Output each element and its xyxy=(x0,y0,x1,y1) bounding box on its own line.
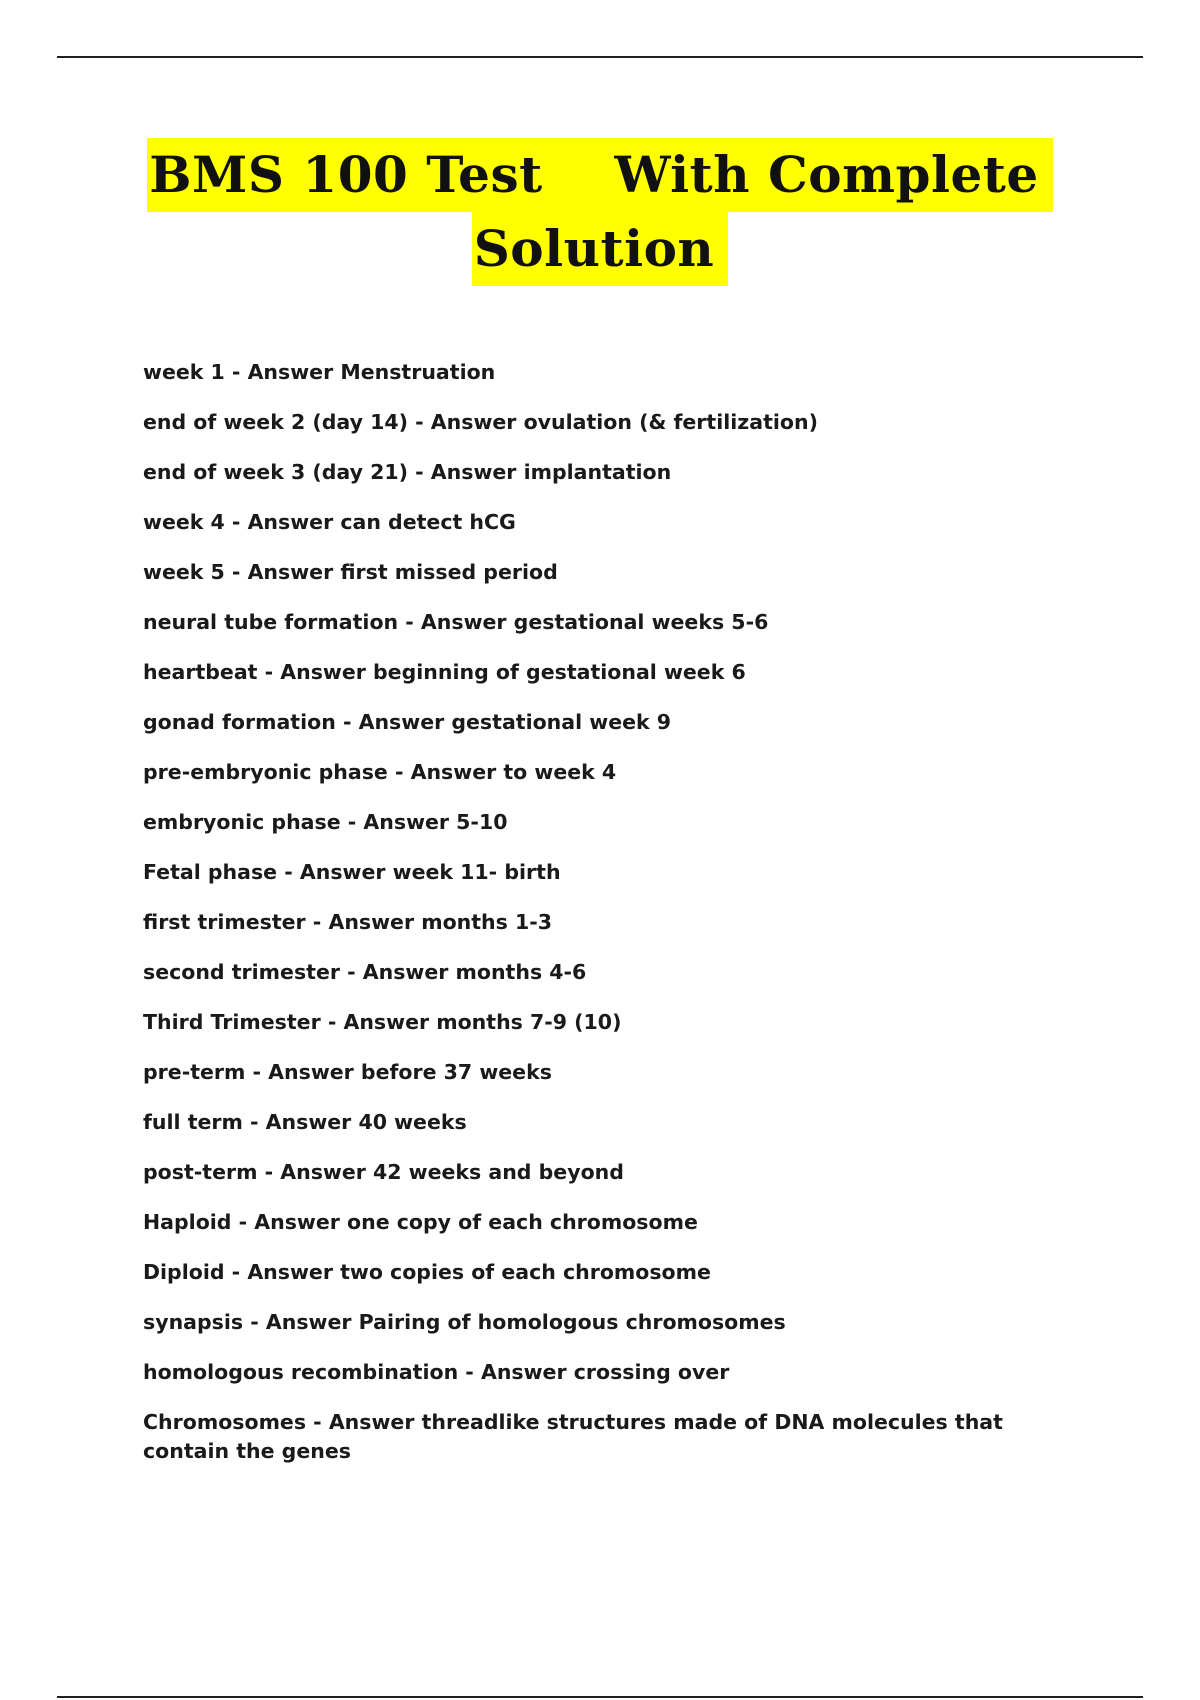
qa-answer: two copies of each chromosome xyxy=(340,1260,711,1284)
qa-term: homologous recombination xyxy=(143,1360,459,1384)
top-rule xyxy=(57,56,1143,58)
qa-separator: - Answer xyxy=(257,1160,373,1184)
qa-answer: threadlike structures made of DNA molecules that contain the genes xyxy=(143,1410,1003,1463)
qa-answer: 40 weeks xyxy=(358,1110,467,1134)
qa-answer: Menstruation xyxy=(340,360,496,384)
qa-item xyxy=(143,1008,1083,1037)
qa-answer: months 4-6 xyxy=(455,960,587,984)
qa-term: embryonic phase xyxy=(143,810,341,834)
qa-answer: can detect hCG xyxy=(340,510,516,534)
qa-term: pre-embryonic phase xyxy=(143,760,388,784)
qa-separator: - Answer xyxy=(277,860,393,884)
qa-answer: ovulation (& fertilization) xyxy=(523,410,818,434)
qa-item xyxy=(143,508,1083,537)
qa-separator: - Answer xyxy=(458,1360,574,1384)
qa-separator: - Answer xyxy=(224,510,341,534)
qa-answer: months 1-3 xyxy=(421,910,553,934)
qa-answer: one copy of each chromosome xyxy=(347,1210,698,1234)
qa-answer: crossing over xyxy=(573,1360,730,1384)
qa-item xyxy=(143,558,1083,587)
qa-term: synapsis xyxy=(143,1310,244,1334)
qa-term: end of week 3 (day 21) xyxy=(143,460,409,484)
qa-term: week 4 xyxy=(143,510,225,534)
qa-item xyxy=(143,458,1083,487)
qa-separator: - Answer xyxy=(398,610,514,634)
qa-item xyxy=(143,908,1083,937)
qa-term: Diploid xyxy=(143,1260,225,1284)
qa-term: Third Trimester xyxy=(143,1010,321,1034)
qa-term: end of week 2 (day 14) xyxy=(143,410,409,434)
qa-separator: - Answer xyxy=(306,1410,422,1434)
qa-answer: gestational weeks 5-6 xyxy=(513,610,769,634)
qa-separator: - Answer xyxy=(408,410,524,434)
qa-term: gonad formation xyxy=(143,710,336,734)
qa-item xyxy=(143,1308,1083,1337)
qa-item xyxy=(143,808,1083,837)
qa-term: Haploid xyxy=(143,1210,232,1234)
qa-separator: - Answer xyxy=(387,760,504,784)
qa-term: pre-term xyxy=(143,1060,246,1084)
qa-item xyxy=(143,1258,1083,1287)
qa-separator: - Answer xyxy=(340,810,457,834)
qa-term: Chromosomes xyxy=(143,1410,307,1434)
qa-item xyxy=(143,758,1083,787)
qa-term: full term xyxy=(143,1110,243,1134)
title-line-2: Solution xyxy=(472,212,729,286)
qa-separator: - Answer xyxy=(408,460,524,484)
qa-separator: - Answer xyxy=(231,1210,348,1234)
qa-item xyxy=(143,408,1083,437)
qa-item xyxy=(143,958,1083,987)
qa-separator: - Answer xyxy=(224,360,341,384)
qa-separator: - Answer xyxy=(335,710,452,734)
qa-separator: - Answer xyxy=(224,1260,341,1284)
qa-item xyxy=(143,858,1083,887)
qa-answer: implantation xyxy=(523,460,672,484)
document-title xyxy=(0,138,1200,286)
qa-separator: - Answer xyxy=(242,1110,359,1134)
bottom-rule xyxy=(57,1696,1143,1698)
qa-item xyxy=(143,608,1083,637)
qa-separator: - Answer xyxy=(320,1010,437,1034)
qa-term: post-term xyxy=(143,1160,258,1184)
qa-answer: gestational week 9 xyxy=(451,710,672,734)
qa-term: Fetal phase xyxy=(143,860,278,884)
qa-answer: Pairing of homologous chromosomes xyxy=(358,1310,786,1334)
qa-item xyxy=(143,1208,1083,1237)
qa-answer: months 7-9 (10) xyxy=(436,1010,622,1034)
qa-term: heartbeat xyxy=(143,660,258,684)
qa-item xyxy=(143,1358,1083,1387)
qa-item xyxy=(143,358,1083,387)
qa-answer: before 37 weeks xyxy=(360,1060,552,1084)
qa-item xyxy=(143,1158,1083,1187)
qa-answer: 5-10 xyxy=(456,810,508,834)
qa-separator: - Answer xyxy=(243,1310,359,1334)
qa-separator: - Answer xyxy=(257,660,373,684)
qa-term: neural tube formation xyxy=(143,610,399,634)
qa-item xyxy=(143,1408,1083,1466)
qa-term: second trimester xyxy=(143,960,340,984)
qa-separator: - Answer xyxy=(339,960,456,984)
qa-answer: 42 weeks and beyond xyxy=(373,1160,624,1184)
qa-item xyxy=(143,708,1083,737)
qa-item xyxy=(143,1058,1083,1087)
qa-term: week 5 xyxy=(143,560,225,584)
qa-separator: - Answer xyxy=(245,1060,361,1084)
qa-answer: first missed period xyxy=(340,560,558,584)
qa-answer: week 11- birth xyxy=(392,860,561,884)
qa-list xyxy=(143,358,1083,1487)
qa-answer: to week 4 xyxy=(503,760,617,784)
qa-item xyxy=(143,658,1083,687)
qa-answer: beginning of gestational week 6 xyxy=(373,660,746,684)
qa-term: first trimester xyxy=(143,910,306,934)
title-line-1: BMS 100 Test With Complete xyxy=(147,138,1052,212)
qa-item xyxy=(143,1108,1083,1137)
qa-term: week 1 xyxy=(143,360,225,384)
qa-separator: - Answer xyxy=(224,560,341,584)
qa-separator: - Answer xyxy=(305,910,422,934)
